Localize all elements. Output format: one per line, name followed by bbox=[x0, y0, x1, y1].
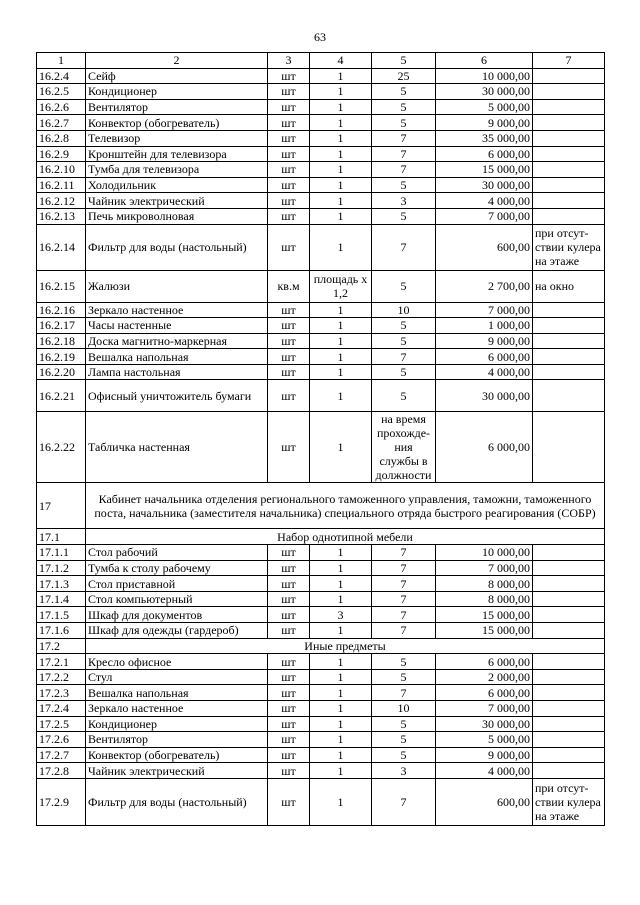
section-number: 17.2 bbox=[37, 638, 86, 654]
item-unit: шт bbox=[268, 318, 310, 334]
item-note bbox=[533, 763, 605, 779]
item-unit: шт bbox=[268, 146, 310, 162]
item-price: 6 000,00 bbox=[436, 411, 533, 482]
item-note bbox=[533, 130, 605, 146]
item-number: 16.2.7 bbox=[37, 115, 86, 131]
item-quantity: 1 bbox=[310, 162, 372, 178]
item-number: 16.2.22 bbox=[37, 411, 86, 482]
item-unit: шт bbox=[268, 732, 310, 748]
table-row bbox=[37, 68, 605, 84]
item-quantity: 1 bbox=[310, 701, 372, 717]
item-name: Кондиционер bbox=[86, 716, 268, 732]
item-note bbox=[533, 716, 605, 732]
item-quantity: 1 bbox=[310, 591, 372, 607]
item-name: Шкаф для одежды (гардероб) bbox=[86, 623, 268, 639]
table-row bbox=[37, 545, 605, 561]
item-price: 9 000,00 bbox=[436, 333, 533, 349]
item-service-years: 7 bbox=[372, 146, 436, 162]
item-name: Конвектор (обогреватель) bbox=[86, 747, 268, 763]
item-unit: шт bbox=[268, 333, 310, 349]
item-name: Фильтр для воды (настольный) bbox=[86, 778, 268, 825]
table-row bbox=[37, 654, 605, 670]
item-name: Шкаф для документов bbox=[86, 607, 268, 623]
table-row bbox=[37, 364, 605, 380]
table-row bbox=[37, 763, 605, 779]
table-row bbox=[37, 701, 605, 717]
item-quantity: 1 bbox=[310, 560, 372, 576]
table-row bbox=[37, 130, 605, 146]
item-service-years: 5 bbox=[372, 364, 436, 380]
table-row bbox=[37, 318, 605, 334]
item-unit: шт bbox=[268, 685, 310, 701]
item-unit: шт bbox=[268, 560, 310, 576]
item-unit: шт bbox=[268, 68, 310, 84]
item-price: 8 000,00 bbox=[436, 591, 533, 607]
item-service-years: 5 bbox=[372, 99, 436, 115]
item-name: Тумба к столу рабочему bbox=[86, 560, 268, 576]
item-quantity: 1 bbox=[310, 763, 372, 779]
item-name: Кронштейн для телевизора bbox=[86, 146, 268, 162]
item-number: 16.2.9 bbox=[37, 146, 86, 162]
item-quantity: 1 bbox=[310, 84, 372, 100]
table-row bbox=[37, 716, 605, 732]
table-row bbox=[37, 302, 605, 318]
item-quantity: 1 bbox=[310, 623, 372, 639]
item-service-years: 7 bbox=[372, 685, 436, 701]
item-number: 16.2.15 bbox=[37, 271, 86, 302]
item-service-years: 5 bbox=[372, 732, 436, 748]
item-note bbox=[533, 669, 605, 685]
item-number: 17.2.3 bbox=[37, 685, 86, 701]
item-name: Вентилятор bbox=[86, 732, 268, 748]
table-row bbox=[37, 380, 605, 411]
item-name: Телевизор bbox=[86, 130, 268, 146]
item-note bbox=[533, 607, 605, 623]
item-service-years: 5 bbox=[372, 380, 436, 411]
item-unit: шт bbox=[268, 115, 310, 131]
item-unit: шт bbox=[268, 747, 310, 763]
item-note: при отсут-ствии кулера на этаже bbox=[533, 778, 605, 825]
item-name: Стул bbox=[86, 669, 268, 685]
item-quantity: 1 bbox=[310, 364, 372, 380]
item-service-years: 5 bbox=[372, 271, 436, 302]
item-quantity: 1 bbox=[310, 302, 372, 318]
table-row bbox=[37, 84, 605, 100]
item-number: 16.2.6 bbox=[37, 99, 86, 115]
item-price: 6 000,00 bbox=[436, 349, 533, 365]
item-price: 7 000,00 bbox=[436, 208, 533, 224]
table-row bbox=[37, 732, 605, 748]
table-row bbox=[37, 778, 605, 825]
column-header: 4 bbox=[310, 53, 372, 69]
section-title: Иные предметы bbox=[86, 638, 605, 654]
item-name: Тумба для телевизора bbox=[86, 162, 268, 178]
item-price: 2 000,00 bbox=[436, 669, 533, 685]
item-number: 16.2.17 bbox=[37, 318, 86, 334]
item-quantity: 1 bbox=[310, 224, 372, 271]
item-service-years: 7 bbox=[372, 130, 436, 146]
item-unit: шт bbox=[268, 623, 310, 639]
table-row bbox=[37, 333, 605, 349]
item-price: 8 000,00 bbox=[436, 576, 533, 592]
item-number: 16.2.12 bbox=[37, 193, 86, 209]
item-service-years: 5 bbox=[372, 84, 436, 100]
item-unit: шт bbox=[268, 177, 310, 193]
item-service-years: 5 bbox=[372, 318, 436, 334]
item-number: 16.2.11 bbox=[37, 177, 86, 193]
item-price: 15 000,00 bbox=[436, 623, 533, 639]
item-name: Вешалка напольная bbox=[86, 685, 268, 701]
table-row bbox=[37, 115, 605, 131]
item-number: 17.2.5 bbox=[37, 716, 86, 732]
table-row bbox=[37, 224, 605, 271]
item-service-years: 5 bbox=[372, 115, 436, 131]
item-unit: шт bbox=[268, 162, 310, 178]
item-name: Табличка настенная bbox=[86, 411, 268, 482]
section-title: Кабинет начальника отделения регионального таможенного управления, таможни, таможенного поста, начальника (заместителя начальника) специального отряда быстрого реагирования (СОБР) bbox=[86, 482, 605, 529]
item-number: 16.2.16 bbox=[37, 302, 86, 318]
item-quantity: 1 bbox=[310, 380, 372, 411]
item-number: 17.1.3 bbox=[37, 576, 86, 592]
item-quantity: площадь х 1,2 bbox=[310, 271, 372, 302]
item-note: при отсут-ствии кулера на этаже bbox=[533, 224, 605, 271]
table-row bbox=[37, 177, 605, 193]
item-note bbox=[533, 747, 605, 763]
item-price: 600,00 bbox=[436, 224, 533, 271]
item-note bbox=[533, 162, 605, 178]
item-service-years: 5 bbox=[372, 716, 436, 732]
table-row bbox=[37, 623, 605, 639]
item-service-years: 5 bbox=[372, 177, 436, 193]
item-number: 16.2.10 bbox=[37, 162, 86, 178]
item-quantity: 1 bbox=[310, 99, 372, 115]
table-row bbox=[37, 685, 605, 701]
item-note bbox=[533, 208, 605, 224]
item-service-years: 7 bbox=[372, 576, 436, 592]
item-note bbox=[533, 560, 605, 576]
section-row bbox=[37, 529, 605, 545]
item-price: 1 000,00 bbox=[436, 318, 533, 334]
item-service-years: 5 bbox=[372, 208, 436, 224]
item-unit: шт bbox=[268, 669, 310, 685]
item-quantity: 1 bbox=[310, 732, 372, 748]
item-quantity: 1 bbox=[310, 349, 372, 365]
item-number: 17.2.6 bbox=[37, 732, 86, 748]
item-price: 7 000,00 bbox=[436, 701, 533, 717]
item-number: 16.2.18 bbox=[37, 333, 86, 349]
column-header: 1 bbox=[37, 53, 86, 69]
item-note bbox=[533, 623, 605, 639]
item-service-years: 3 bbox=[372, 193, 436, 209]
item-number: 17.1.2 bbox=[37, 560, 86, 576]
item-quantity: 1 bbox=[310, 177, 372, 193]
item-unit: шт bbox=[268, 607, 310, 623]
item-name: Холодильник bbox=[86, 177, 268, 193]
item-name: Зеркало настенное bbox=[86, 302, 268, 318]
table-row bbox=[37, 99, 605, 115]
column-header: 7 bbox=[533, 53, 605, 69]
table-row bbox=[37, 747, 605, 763]
item-service-years: 5 bbox=[372, 654, 436, 670]
item-unit: кв.м bbox=[268, 271, 310, 302]
item-price: 2 700,00 bbox=[436, 271, 533, 302]
item-number: 16.2.14 bbox=[37, 224, 86, 271]
item-price: 30 000,00 bbox=[436, 84, 533, 100]
item-note bbox=[533, 364, 605, 380]
item-unit: шт bbox=[268, 99, 310, 115]
item-price: 4 000,00 bbox=[436, 364, 533, 380]
item-note bbox=[533, 349, 605, 365]
item-price: 4 000,00 bbox=[436, 193, 533, 209]
item-price: 6 000,00 bbox=[436, 654, 533, 670]
item-name: Офисный уничтожитель бумаги bbox=[86, 380, 268, 411]
item-service-years: 7 bbox=[372, 224, 436, 271]
item-name: Конвектор (обогреватель) bbox=[86, 115, 268, 131]
section-number: 17 bbox=[37, 482, 86, 529]
column-header: 5 bbox=[372, 53, 436, 69]
item-name: Стол компьютерный bbox=[86, 591, 268, 607]
item-unit: шт bbox=[268, 193, 310, 209]
table-row bbox=[37, 146, 605, 162]
item-name: Чайник электрический bbox=[86, 763, 268, 779]
item-quantity: 1 bbox=[310, 68, 372, 84]
section-number: 17.1 bbox=[37, 529, 86, 545]
table-row bbox=[37, 193, 605, 209]
item-note bbox=[533, 68, 605, 84]
section-row bbox=[37, 482, 605, 529]
table-row bbox=[37, 607, 605, 623]
item-unit: шт bbox=[268, 763, 310, 779]
item-note bbox=[533, 732, 605, 748]
table-row bbox=[37, 208, 605, 224]
item-quantity: 1 bbox=[310, 778, 372, 825]
item-note bbox=[533, 146, 605, 162]
item-price: 5 000,00 bbox=[436, 732, 533, 748]
item-price: 9 000,00 bbox=[436, 747, 533, 763]
item-quantity: 1 bbox=[310, 146, 372, 162]
item-note bbox=[533, 302, 605, 318]
item-name: Жалюзи bbox=[86, 271, 268, 302]
item-name: Кресло офисное bbox=[86, 654, 268, 670]
table-row bbox=[37, 591, 605, 607]
column-header: 6 bbox=[436, 53, 533, 69]
item-unit: шт bbox=[268, 716, 310, 732]
item-note bbox=[533, 333, 605, 349]
item-note bbox=[533, 380, 605, 411]
item-unit: шт bbox=[268, 411, 310, 482]
item-name: Кондиционер bbox=[86, 84, 268, 100]
item-price: 6 000,00 bbox=[436, 146, 533, 162]
item-service-years: 7 bbox=[372, 162, 436, 178]
item-number: 16.2.21 bbox=[37, 380, 86, 411]
item-note bbox=[533, 576, 605, 592]
item-number: 17.2.8 bbox=[37, 763, 86, 779]
item-number: 16.2.20 bbox=[37, 364, 86, 380]
item-name: Вешалка напольная bbox=[86, 349, 268, 365]
item-note bbox=[533, 318, 605, 334]
item-quantity: 1 bbox=[310, 685, 372, 701]
item-price: 10 000,00 bbox=[436, 545, 533, 561]
item-number: 17.2.9 bbox=[37, 778, 86, 825]
item-price: 10 000,00 bbox=[436, 68, 533, 84]
item-unit: шт bbox=[268, 576, 310, 592]
item-note bbox=[533, 115, 605, 131]
item-price: 30 000,00 bbox=[436, 380, 533, 411]
item-service-years: 7 bbox=[372, 607, 436, 623]
item-quantity: 1 bbox=[310, 318, 372, 334]
item-price: 30 000,00 bbox=[436, 177, 533, 193]
item-price: 7 000,00 bbox=[436, 560, 533, 576]
item-unit: шт bbox=[268, 130, 310, 146]
item-unit: шт bbox=[268, 364, 310, 380]
item-note bbox=[533, 84, 605, 100]
item-quantity: 1 bbox=[310, 654, 372, 670]
item-price: 15 000,00 bbox=[436, 607, 533, 623]
item-service-years: на время прохожде-ния службы в должности bbox=[372, 411, 436, 482]
item-unit: шт bbox=[268, 349, 310, 365]
furniture-norms-table bbox=[36, 52, 605, 826]
item-note: на окно bbox=[533, 271, 605, 302]
item-number: 16.2.4 bbox=[37, 68, 86, 84]
item-unit: шт bbox=[268, 380, 310, 411]
item-unit: шт bbox=[268, 302, 310, 318]
item-unit: шт bbox=[268, 778, 310, 825]
item-name: Часы настенные bbox=[86, 318, 268, 334]
item-service-years: 25 bbox=[372, 68, 436, 84]
item-note bbox=[533, 177, 605, 193]
item-price: 9 000,00 bbox=[436, 115, 533, 131]
column-header: 3 bbox=[268, 53, 310, 69]
page-number: 63 bbox=[314, 30, 326, 44]
item-note bbox=[533, 545, 605, 561]
item-note bbox=[533, 591, 605, 607]
item-service-years: 7 bbox=[372, 591, 436, 607]
item-quantity: 1 bbox=[310, 576, 372, 592]
item-name: Стол рабочий bbox=[86, 545, 268, 561]
item-price: 30 000,00 bbox=[436, 716, 533, 732]
item-unit: шт bbox=[268, 208, 310, 224]
item-service-years: 5 bbox=[372, 747, 436, 763]
item-quantity: 1 bbox=[310, 669, 372, 685]
item-note bbox=[533, 99, 605, 115]
item-price: 35 000,00 bbox=[436, 130, 533, 146]
item-service-years: 3 bbox=[372, 763, 436, 779]
item-price: 6 000,00 bbox=[436, 685, 533, 701]
column-number-row bbox=[37, 53, 605, 69]
item-note bbox=[533, 654, 605, 670]
item-number: 17.1.5 bbox=[37, 607, 86, 623]
table-row bbox=[37, 349, 605, 365]
item-name: Сейф bbox=[86, 68, 268, 84]
table-row bbox=[37, 162, 605, 178]
item-quantity: 1 bbox=[310, 193, 372, 209]
item-price: 4 000,00 bbox=[436, 763, 533, 779]
item-note bbox=[533, 701, 605, 717]
item-number: 17.1.6 bbox=[37, 623, 86, 639]
item-unit: шт bbox=[268, 701, 310, 717]
item-service-years: 5 bbox=[372, 669, 436, 685]
item-name: Вентилятор bbox=[86, 99, 268, 115]
item-service-years: 5 bbox=[372, 333, 436, 349]
item-name: Печь микроволновая bbox=[86, 208, 268, 224]
item-quantity: 1 bbox=[310, 130, 372, 146]
item-name: Лампа настольная bbox=[86, 364, 268, 380]
item-quantity: 1 bbox=[310, 333, 372, 349]
item-unit: шт bbox=[268, 545, 310, 561]
item-name: Фильтр для воды (настольный) bbox=[86, 224, 268, 271]
item-number: 16.2.5 bbox=[37, 84, 86, 100]
item-number: 17.2.1 bbox=[37, 654, 86, 670]
item-name: Зеркало настенное bbox=[86, 701, 268, 717]
item-quantity: 1 bbox=[310, 411, 372, 482]
item-number: 16.2.8 bbox=[37, 130, 86, 146]
item-service-years: 7 bbox=[372, 545, 436, 561]
item-price: 600,00 bbox=[436, 778, 533, 825]
item-note bbox=[533, 193, 605, 209]
table-row bbox=[37, 576, 605, 592]
item-quantity: 3 bbox=[310, 607, 372, 623]
item-name: Стол приставной bbox=[86, 576, 268, 592]
table-row bbox=[37, 271, 605, 302]
item-service-years: 7 bbox=[372, 778, 436, 825]
item-unit: шт bbox=[268, 591, 310, 607]
item-unit: шт bbox=[268, 84, 310, 100]
item-quantity: 1 bbox=[310, 747, 372, 763]
item-quantity: 1 bbox=[310, 716, 372, 732]
item-number: 17.1.1 bbox=[37, 545, 86, 561]
item-name: Доска магнитно-маркерная bbox=[86, 333, 268, 349]
item-quantity: 1 bbox=[310, 115, 372, 131]
item-service-years: 7 bbox=[372, 349, 436, 365]
item-service-years: 10 bbox=[372, 302, 436, 318]
item-price: 15 000,00 bbox=[436, 162, 533, 178]
item-name: Чайник электрический bbox=[86, 193, 268, 209]
item-number: 17.2.2 bbox=[37, 669, 86, 685]
section-title: Набор однотипной мебели bbox=[86, 529, 605, 545]
item-number: 17.1.4 bbox=[37, 591, 86, 607]
item-number: 16.2.13 bbox=[37, 208, 86, 224]
table-row bbox=[37, 560, 605, 576]
table-row bbox=[37, 411, 605, 482]
item-number: 17.2.7 bbox=[37, 747, 86, 763]
item-note bbox=[533, 411, 605, 482]
item-price: 5 000,00 bbox=[436, 99, 533, 115]
item-quantity: 1 bbox=[310, 545, 372, 561]
section-row bbox=[37, 638, 605, 654]
item-unit: шт bbox=[268, 654, 310, 670]
item-quantity: 1 bbox=[310, 208, 372, 224]
item-service-years: 7 bbox=[372, 560, 436, 576]
item-price: 7 000,00 bbox=[436, 302, 533, 318]
item-service-years: 10 bbox=[372, 701, 436, 717]
item-number: 17.2.4 bbox=[37, 701, 86, 717]
item-number: 16.2.19 bbox=[37, 349, 86, 365]
column-header: 2 bbox=[86, 53, 268, 69]
item-unit: шт bbox=[268, 224, 310, 271]
table-row bbox=[37, 669, 605, 685]
item-note bbox=[533, 685, 605, 701]
item-service-years: 7 bbox=[372, 623, 436, 639]
